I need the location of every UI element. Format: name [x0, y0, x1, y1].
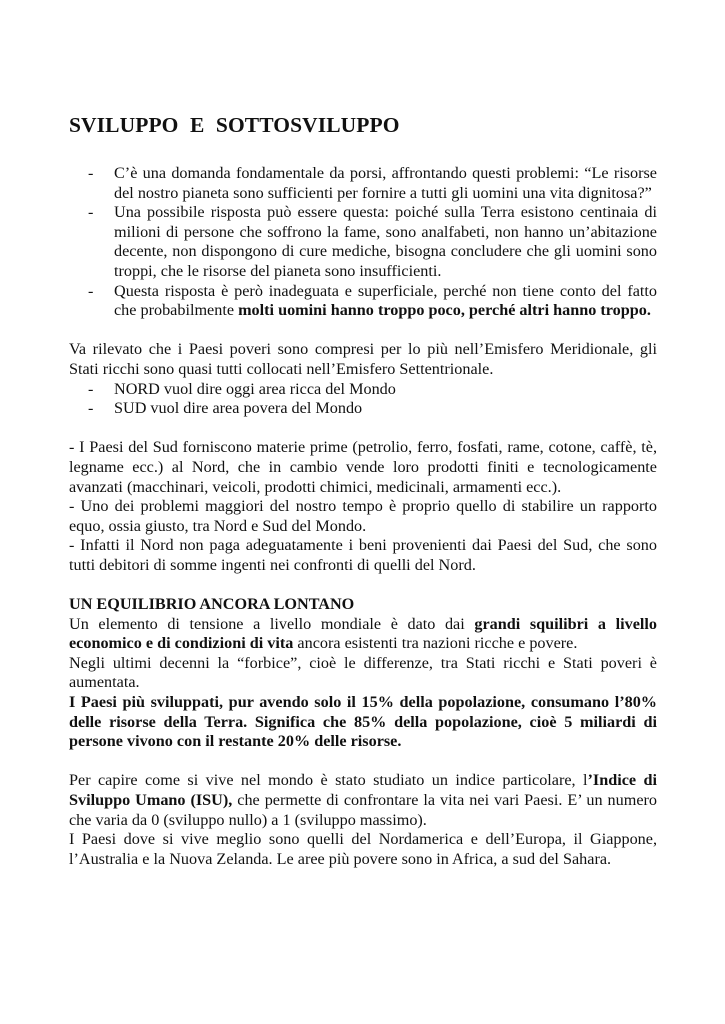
- list-item: - Questa risposta è però inadeguata e superficiale, perché non tiene conto del fatto che probabilmente molti uomini hanno troppo poco, perché altri hanno troppo.: [69, 282, 657, 321]
- paragraph-isu: Per capire come si vive nel mondo è stato studiato un indice particolare, l’Indice di Sviluppo Umano (ISU), che permette di confrontare la vita nei vari Paesi. E’ un numero che varia da 0 (sviluppo nullo) a 1 (sviluppo massimo).: [69, 771, 657, 829]
- paragraph-paesi-meglio: I Paesi dove si vive meglio sono quelli del Nordamerica e dell’Europa, il Giappone, l’Australia e la Nuova Zelanda. Le aree più povere sono in Africa, a sud del Sahara.: [69, 830, 657, 868]
- paragraph-paesi-sud: - I Paesi del Sud forniscono materie prime (petrolio, ferro, fosfati, rame, cotone, caffè, tè, legname ecc.) al Nord, che in cambio vende loro prodotti finiti e tecnologicamente avanzati (macchinari, veicoli, prodotti chimici, medicinali, armamenti ecc.).: [69, 438, 657, 496]
- document-body: [69, 112, 657, 869]
- section-heading: UN EQUILIBRIO ANCORA LONTANO: [69, 595, 355, 614]
- paragraph-squilibri: Un elemento di tensione a livello mondiale è dato dai grandi squilibri a livello economico e di condizioni di vita ancora esistenti tra nazioni ricche e povere.: [69, 614, 657, 653]
- paragraph-rilevato: Va rilevato che i Paesi poveri sono compresi per lo più nell’Emisfero Meridionale, gli Stati ricchi sono quasi tutti collocati nell’Emisfero Settentrionale.: [69, 340, 657, 378]
- page-title: SVILUPPO E SOTTOSVILUPPO: [69, 113, 400, 137]
- paragraph-forbice: Negli ultimi decenni la “forbice”, cioè le differenze, tra Stati ricchi e Stati poveri è aumentata.: [69, 653, 657, 692]
- list-item: - NORD vuol dire oggi area ricca del Mondo: [69, 380, 657, 400]
- list-item: - Una possibile risposta può essere questa: poiché sulla Terra esistono centinaia di milioni di persone che soffrono la fame, sono analfabeti, non hanno un’abitazione decente, non dispongono di cure mediche, bisogna concludere che gli uomini sono troppi, che le risorse del pianeta sono insufficienti.: [69, 203, 657, 281]
- bold-emphasis: molti uomini hanno troppo poco, perché altri hanno troppo.: [238, 301, 651, 320]
- intro-list: [69, 164, 657, 321]
- paragraph-problemi: - Uno dei problemi maggiori del nostro tempo è proprio quello di stabilire un rapporto equo, ossia giusto, tra Nord e Sud del Mondo.: [69, 497, 657, 535]
- list-item: - C’è una domanda fondamentale da porsi, affrontando questi problemi: “Le risorse del nostro pianeta sono sufficienti per fornire a tutti gli uomini una vita dignitosa?”: [69, 164, 657, 203]
- paragraph-risorse-bold: I Paesi più sviluppati, pur avendo solo il 15% della popolazione, consumano l’80% delle risorse della Terra. Significa che 85% della popolazione, cioè 5 miliardi di persone vivono con il restante 20% delle risorse.: [69, 693, 657, 751]
- north-south-list: [69, 380, 657, 419]
- paragraph-infatti: - Infatti il Nord non paga adeguatamente i beni provenienti dai Paesi del Sud, che sono tutti debitori di somme ingenti nei confronti di quelli del Nord.: [69, 536, 657, 574]
- list-item: - SUD vuol dire area povera del Mondo: [69, 399, 657, 419]
